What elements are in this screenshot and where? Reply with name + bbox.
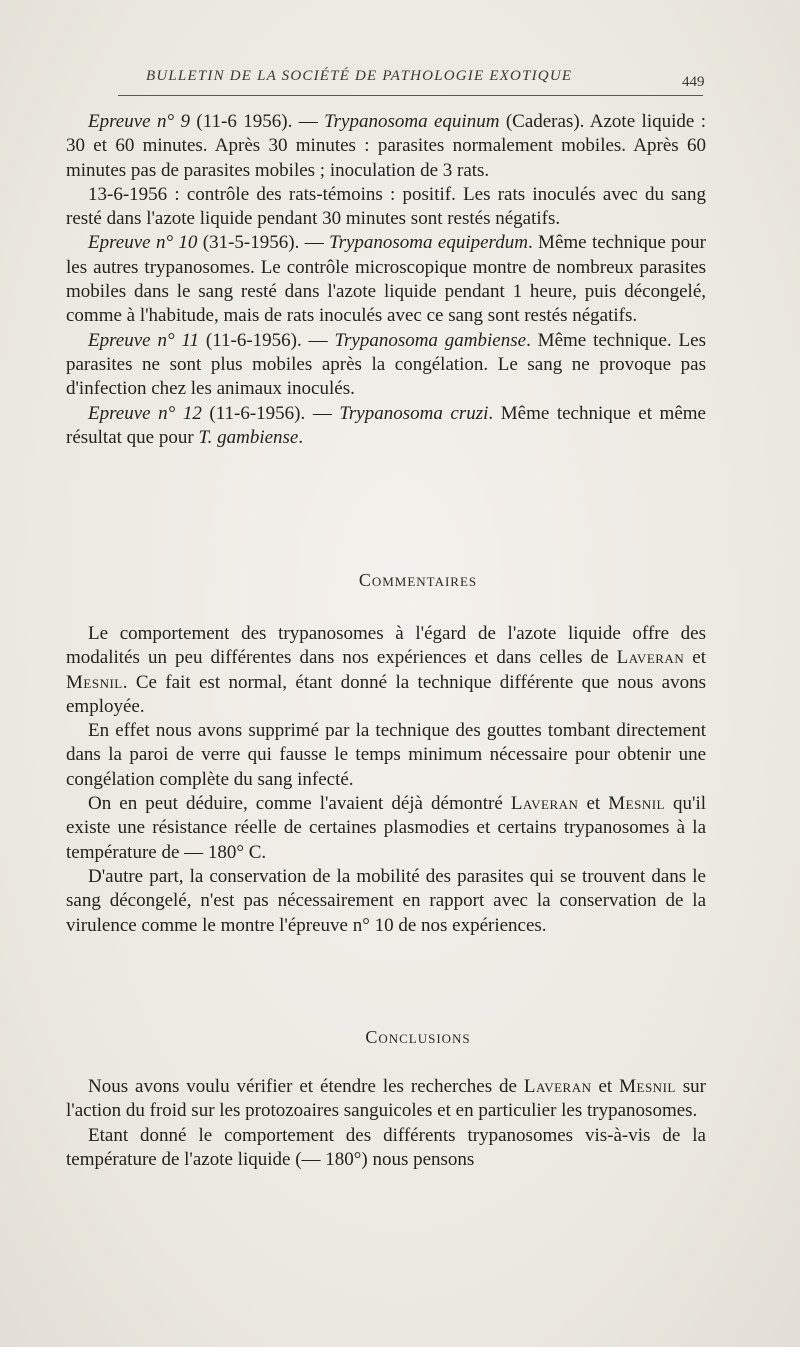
trial-label: Epreuve n° 10 [88, 232, 198, 254]
author-name: Mesnil [66, 671, 123, 693]
section-heading-commentaires: Commentaires [358, 570, 478, 590]
paragraph-trial-11 [66, 329, 706, 402]
paragraph-commentary-1 [66, 622, 706, 719]
paragraph-text: . [298, 426, 304, 448]
paragraph-commentary-2: En effet nous avons supprimé par la technique des gouttes tombant directement dans la paroi de verre qui fausse le temps minimum nécessaire pour obtenir une congélation complète du sang infecté. [66, 720, 706, 790]
paragraph-trial-9 [66, 110, 706, 183]
paragraph-text: . Même technique pour les autres trypanosomes. Le contrôle microscopique montre de nombreux parasites mobiles dans le sang resté dans l'azote liquide pendant 1 heure, puis décongelé, comme à l'habitude, mais de rats inoculés avec ce sang sont restés négatifs. [66, 232, 706, 327]
header-rule [118, 95, 703, 96]
trial-date: (31-5-1956). — [197, 232, 330, 254]
page-number: 449 [682, 74, 705, 90]
trial-label: Epreuve n° 12 [88, 402, 202, 424]
running-head: BULLETIN DE LA SOCIÉTÉ DE PATHOLOGIE EXOTIQUE [146, 68, 573, 84]
author-name: Mesnil [619, 1076, 676, 1097]
trial-date: (11-6-1956). — [201, 402, 340, 424]
paragraph-control: 13-6-1956 : contrôle des rats-témoins : positif. Les rats inoculés avec du sang resté dans l'azote liquide pendant 30 minutes sont restés négatifs. [66, 183, 706, 230]
paragraph-text: sur l'action du froid sur les protozoaires sanguicoles et en particulier les trypanosomes. [66, 1076, 706, 1122]
author-name: Laveran [523, 1076, 592, 1097]
paragraph-conclusion-1 [66, 1075, 706, 1124]
paragraph-trial-12 [66, 402, 706, 451]
paragraph-conclusion-2: Etant donné le comportement des différents trypanosomes vis-à-vis de la température de l'azote liquide (— 180°) nous pensons [66, 1124, 706, 1170]
paragraph-text: qu'il existe une résistance réelle de certaines plasmodies et certains trypanosomes à la température de — 180° C. [66, 793, 707, 863]
section-heading-conclusions: Conclusions [365, 1027, 471, 1047]
paragraph-text: et [578, 793, 609, 815]
commentary-block [66, 622, 706, 938]
author-name: Mesnil [608, 793, 665, 815]
trial-label: Epreuve n° 11 [88, 329, 200, 351]
species-name: Trypanosoma equinum [324, 111, 500, 132]
paragraph-trial-10 [66, 231, 706, 328]
trial-date: (11-6-1956). — [199, 329, 335, 351]
species-name: Trypanosoma cruzi [339, 402, 489, 424]
species-name: Trypanosoma gambiense [334, 329, 527, 351]
paragraph-text: et [591, 1076, 620, 1097]
author-name: Laveran [616, 647, 685, 669]
trial-label: Epreuve n° 9 [88, 111, 190, 132]
paragraph-text: Nous avons voulu vérifier et étendre les recherches de [88, 1076, 524, 1097]
paragraph-text: Le comportement des trypanosomes à l'égard de l'azote liquide offre des modalités un peu différentes dans nos expériences et dans celles de [66, 623, 706, 669]
paragraph-text: . Ce fait est normal, étant donné la technique différente que nous avons employée. [66, 671, 706, 717]
species-name: T. gambiense [198, 426, 299, 448]
species-name: Trypanosoma equiperdum [329, 232, 528, 254]
paragraph-text: (Caderas). Azote liquide : 30 et 60 minutes. Après 30 minutes : parasites normalement mobiles. Après 60 minutes pas de parasites mobiles ; inoculation de 3 rats. [66, 111, 706, 181]
paragraph-text: . Même technique et même résultat que pour [66, 402, 706, 448]
trial-results-block [66, 110, 706, 450]
conclusions-block [66, 1075, 706, 1172]
paragraph-text: . Même technique. Les parasites ne sont plus mobiles après la congélation. Le sang ne provoque pas d'infection chez les animaux inoculés. [66, 329, 706, 400]
paragraph-commentary-4: D'autre part, la conservation de la mobilité des parasites qui se trouvent dans le sang décongelé, n'est pas nécessairement en rapport avec la conservation de la virulence comme le montre l'épreuve n° 10 de nos expériences. [66, 865, 706, 936]
paragraph-commentary-3 [66, 792, 706, 865]
author-name: Laveran [510, 793, 579, 815]
trial-date: (11-6 1956). — [190, 111, 325, 132]
paragraph-text: et [684, 647, 707, 669]
paragraph-text: On en peut déduire, comme l'avaient déjà démontré [88, 793, 511, 815]
